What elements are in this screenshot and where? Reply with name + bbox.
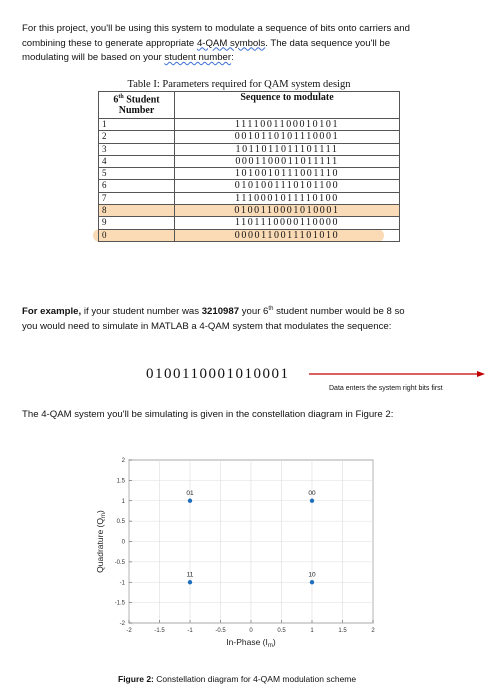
table-row xyxy=(99,168,400,180)
y-axis-label: Quadrature $(Q_m)$ xyxy=(95,510,107,573)
arrow-note: Data enters the system right bits first xyxy=(329,385,443,392)
x-tick-label: 2 xyxy=(371,628,375,634)
x-axis-label: In-Phase $(I_m)$ xyxy=(226,637,276,649)
y-tick-label: 0.5 xyxy=(116,519,125,526)
header-student-number: 6th Student Number xyxy=(99,92,175,119)
intro-line2-post: . The data sequence you'll be xyxy=(265,37,391,49)
point-label: 10 xyxy=(308,571,316,579)
row-student-number: 5 xyxy=(99,168,175,180)
intro-line3-post: : xyxy=(231,52,234,63)
row-student-number: 3 xyxy=(99,143,175,155)
header-sequence: Sequence to modulate xyxy=(175,92,400,119)
x-tick-label: 0.5 xyxy=(277,628,286,634)
table-row xyxy=(99,192,400,204)
x-tick-label: -1.5 xyxy=(154,628,165,634)
intro-line3-pre: modulating will be based on your xyxy=(22,52,165,63)
example-label: For example, xyxy=(22,306,82,318)
x-tick-label: -2 xyxy=(126,628,132,634)
table-row xyxy=(99,217,400,229)
data-direction-arrow xyxy=(309,368,489,382)
row-sequence: 0101001110101100 xyxy=(175,180,400,192)
point-label: 00 xyxy=(308,489,316,497)
table-row xyxy=(99,143,400,155)
row-student-number: 8 xyxy=(99,205,175,217)
y-tick-label: 0 xyxy=(121,539,125,546)
example-student-number: 3210987 xyxy=(201,306,240,318)
row-sequence: 0100110001010001 xyxy=(175,205,400,217)
row-student-number: 7 xyxy=(99,192,175,204)
y-tick-label: -1 xyxy=(119,580,125,587)
y-tick-label: -1.5 xyxy=(114,600,125,607)
row-sequence: 1110001011110100 xyxy=(175,192,400,204)
table-row xyxy=(99,229,400,241)
table-row xyxy=(99,155,400,167)
table-row xyxy=(99,131,400,143)
figure-caption: Figure 2: Constellation diagram for 4-QAM modulation scheme xyxy=(118,674,357,684)
constellation-point xyxy=(310,499,314,503)
qam-parameters-table xyxy=(98,91,400,242)
intro-line1: For this project, you'll be using this system to modulate a sequence of bits onto carriers and xyxy=(22,23,410,34)
intro-line2-pre: combining these to generate appropriate xyxy=(22,37,197,49)
table-row xyxy=(99,205,400,217)
row-sequence: 1111001100010101 xyxy=(175,119,400,131)
row-sequence: 1101110000110000 xyxy=(175,217,400,229)
row-sequence: 0000110011101010 xyxy=(175,229,400,241)
point-label: 01 xyxy=(186,489,194,497)
example-sequence: 0100110001010001 xyxy=(146,366,290,382)
point-label: 11 xyxy=(186,571,194,579)
table-header-row xyxy=(99,92,400,119)
x-tick-label: 1 xyxy=(310,628,314,634)
constellation-point xyxy=(188,499,192,503)
system-text: The 4-QAM system you'll be simulating is given in the constellation diagram in Figure 2: xyxy=(22,409,394,420)
row-sequence: 0001100011011111 xyxy=(175,155,400,167)
y-tick-label: -2 xyxy=(119,621,125,627)
table-row xyxy=(99,180,400,192)
x-tick-label: -0.5 xyxy=(215,628,226,634)
qam-symbols-text: 4-QAM symbols xyxy=(196,37,266,49)
table-caption: Table I: Parameters required for QAM system design xyxy=(127,79,351,90)
student-number-text: student number xyxy=(164,52,232,63)
row-student-number: 2 xyxy=(99,131,175,143)
example-line2: you would need to simulate in MATLAB a 4-QAM system that modulates the sequence: xyxy=(22,320,392,332)
y-tick-label: 1.5 xyxy=(116,478,125,485)
row-student-number: 4 xyxy=(99,155,175,167)
x-tick-label: 1.5 xyxy=(338,628,347,634)
row-student-number: 1 xyxy=(99,119,175,131)
example-paragraph: For example, if your student number was 3210987 your 6th student number would be 8 so you would need to simulate in MATLAB a 4-QAM system that modulates the sequence: xyxy=(22,306,405,332)
intro-paragraph xyxy=(22,22,482,66)
y-tick-label: 2 xyxy=(121,458,125,464)
row-student-number: 0 xyxy=(99,229,175,241)
row-sequence: 0010110101110001 xyxy=(175,131,400,143)
y-tick-label: -0.5 xyxy=(114,559,125,566)
x-tick-label: 0 xyxy=(249,628,253,634)
table-row xyxy=(99,119,400,131)
constellation-chart xyxy=(84,452,414,664)
x-tick-label: -1 xyxy=(187,628,193,634)
row-student-number: 9 xyxy=(99,217,175,229)
constellation-point xyxy=(310,580,314,584)
y-tick-label: 1 xyxy=(121,498,125,505)
row-student-number: 6 xyxy=(99,180,175,192)
row-sequence: 1010010111001110 xyxy=(175,168,400,180)
row-sequence: 1011011011101111 xyxy=(175,143,400,155)
constellation-point xyxy=(188,580,192,584)
